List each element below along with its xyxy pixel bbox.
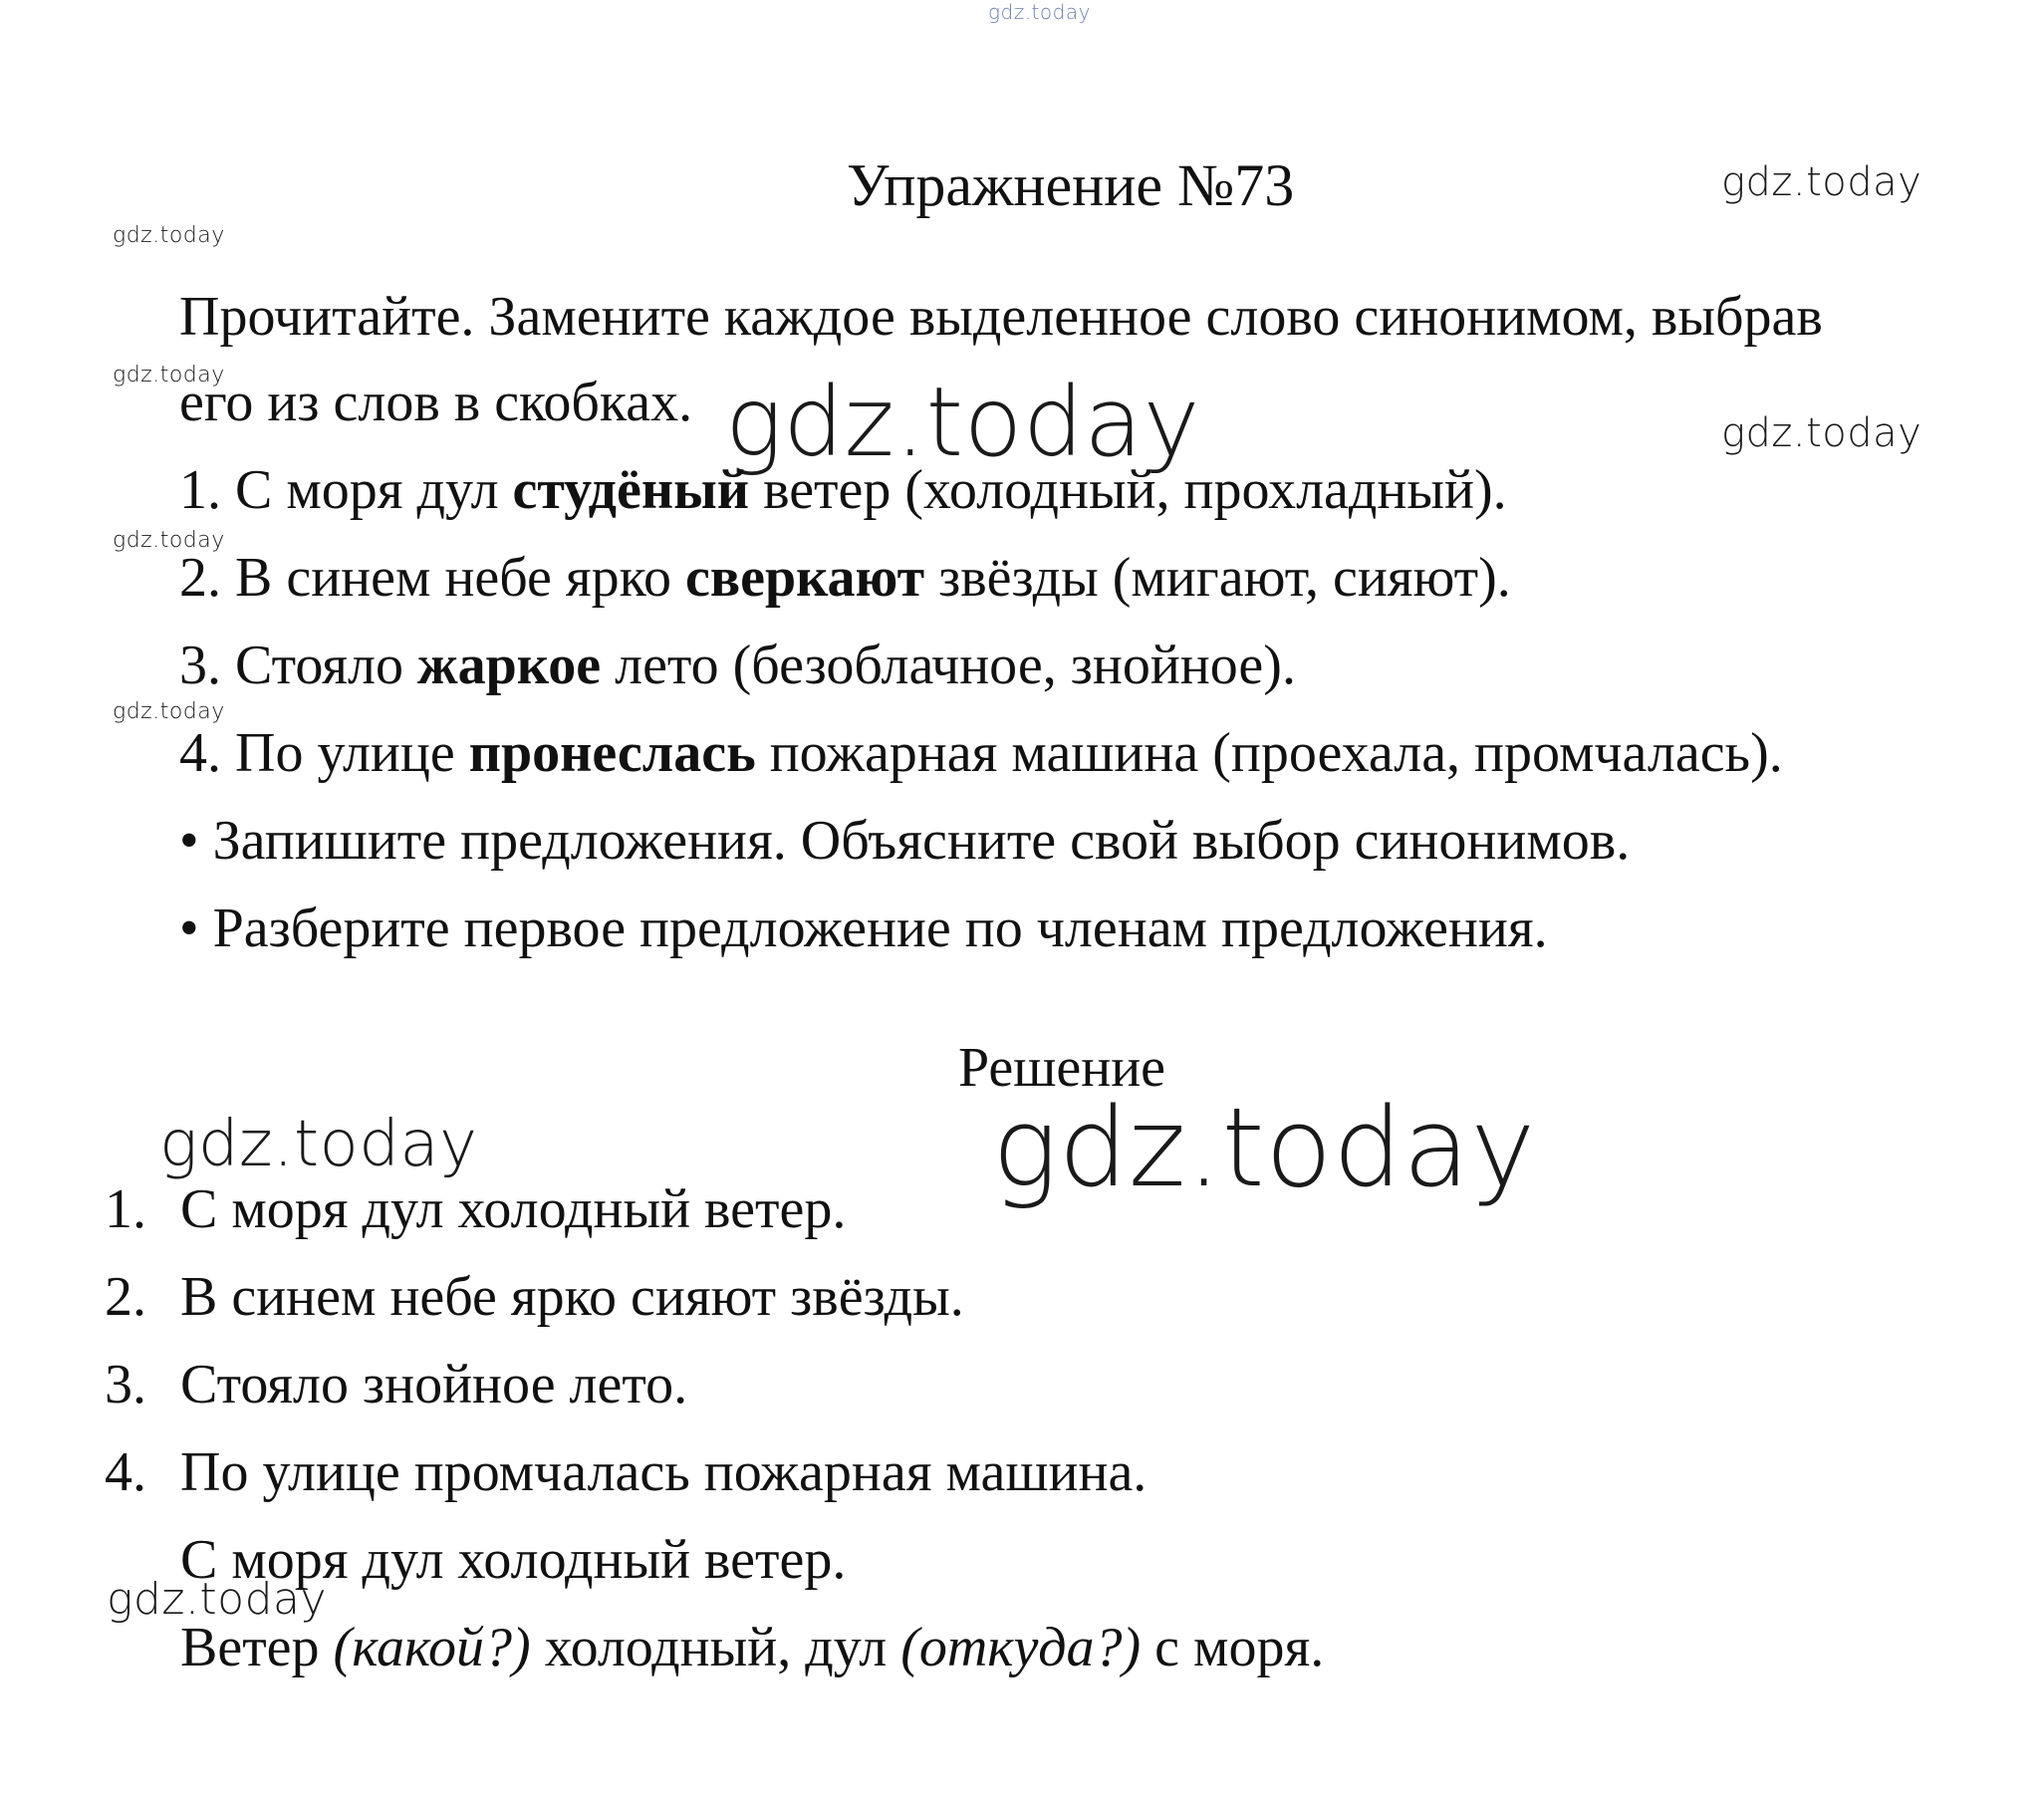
task-item-1: 1. С моря дул студёный ветер (холодный, прохладный). [179, 459, 1507, 521]
watermark: gdz.today [113, 223, 225, 248]
task-item-2: 2. В синем небе ярко сверкают звёзды (мигают, сияют). [179, 547, 1511, 609]
instruction-line-1: Прочитайте. Замените каждое выделенное слово синонимом, выбрав [179, 286, 1823, 348]
watermark-large: gdz.today [992, 1084, 1536, 1211]
solution-item-4: 4. По улице промчалась пожарная машина. [105, 1441, 1148, 1503]
sentence-analysis: Ветер (какой?) холодный, дул (откуда?) с моря. [180, 1617, 1325, 1678]
bullet-1: • Запишите предложения. Объясните свой выбор синонимов. [179, 810, 1631, 872]
solution-item-1: 1. С моря дул холодный ветер. [105, 1178, 847, 1240]
solution-sentence: С моря дул холодный ветер. [180, 1529, 847, 1591]
task-item-4: 4. По улице пронеслась пожарная машина (проехала, промчалась). [179, 722, 1783, 784]
watermark: gdz.today [113, 699, 225, 724]
instruction-line-2: его из слов в скобках. [179, 372, 693, 433]
solution-heading: Решение [958, 1037, 1166, 1099]
exercise-title: Упражнение №73 [847, 152, 1295, 218]
watermark-top: gdz.today [988, 0, 1091, 24]
watermark: gdz.today [1721, 159, 1922, 205]
watermark: gdz.today [1721, 410, 1922, 456]
watermark: gdz.today [113, 363, 225, 387]
solution-item-2: 2. В синем небе ярко сияют звёзды. [105, 1266, 964, 1328]
bullet-2: • Разберите первое предложение по членам предложения. [179, 898, 1548, 959]
task-item-3: 3. Стояло жаркое лето (безоблачное, знойное). [179, 635, 1296, 696]
watermark: gdz.today [113, 528, 225, 553]
watermark-large: gdz.today [725, 367, 1200, 478]
solution-item-3: 3. Стояло знойное лето. [105, 1354, 688, 1415]
watermark: gdz.today [107, 1574, 328, 1625]
watermark: gdz.today [159, 1108, 478, 1181]
